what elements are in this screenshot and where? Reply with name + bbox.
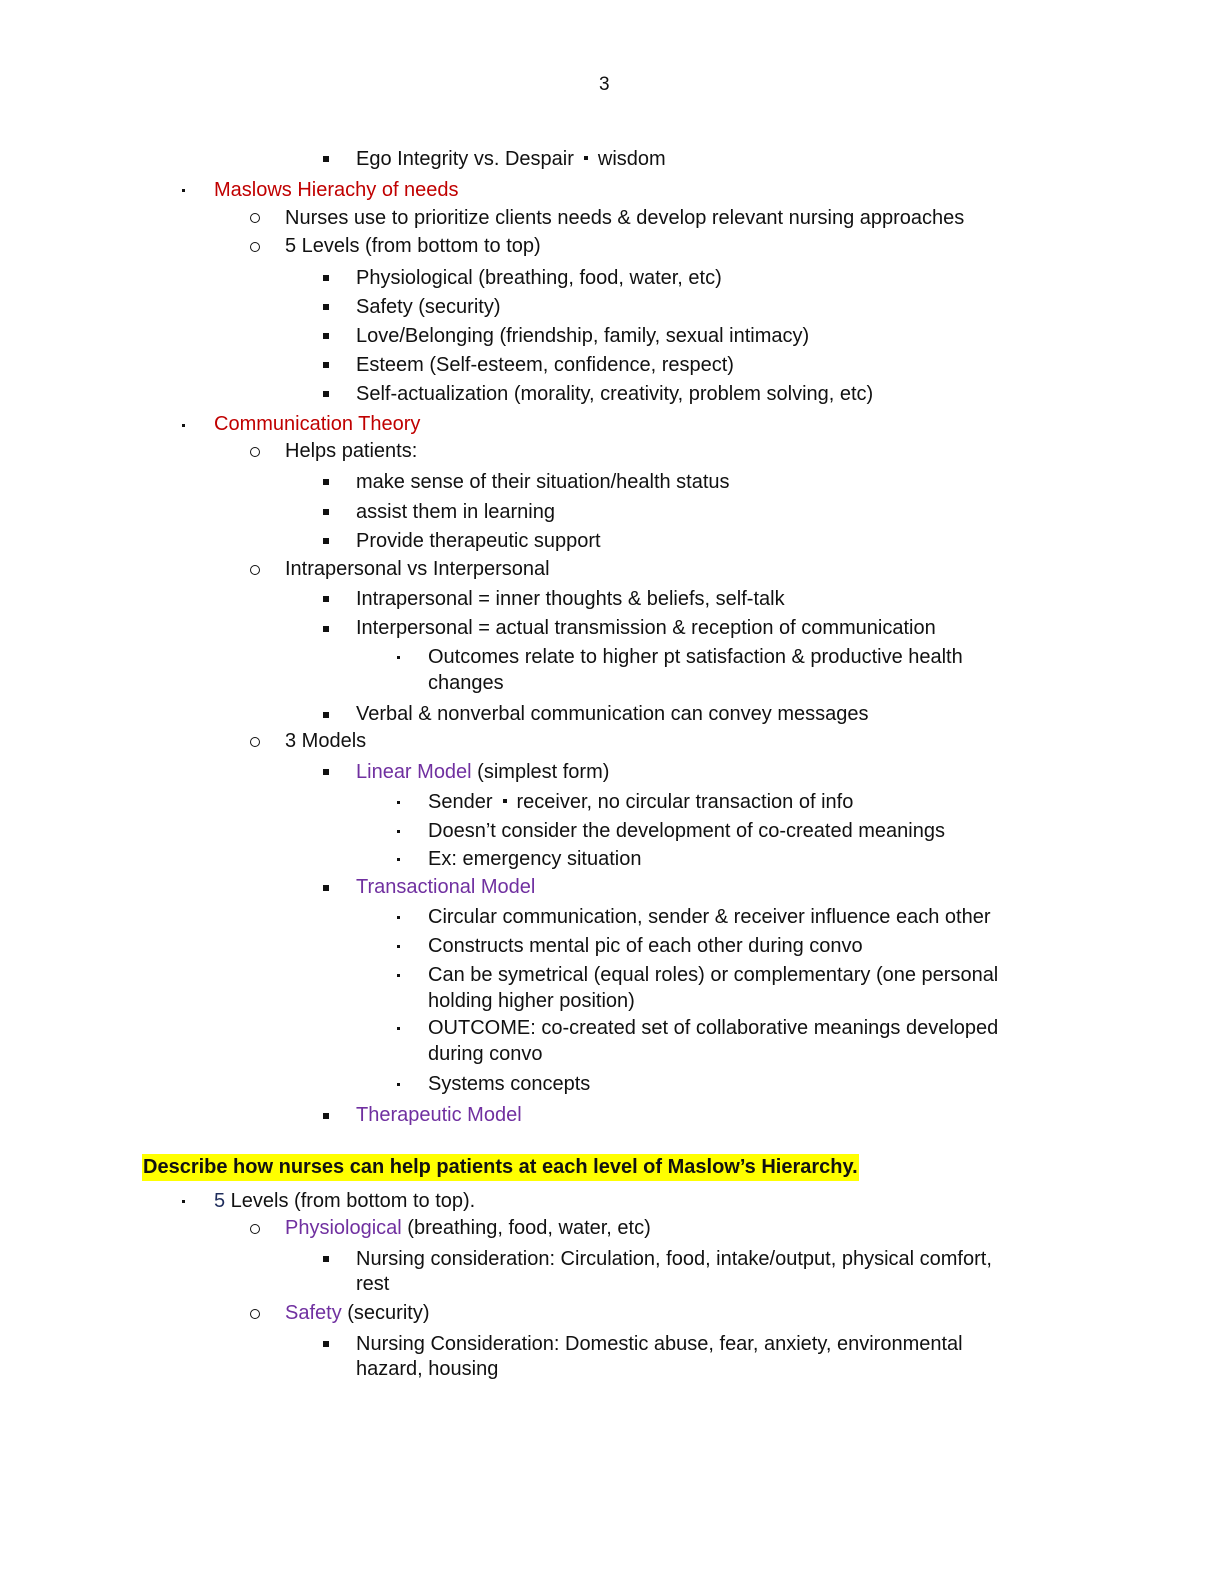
section-heading: Communication Theory (214, 413, 421, 435)
list-item: Can be symetrical (equal roles) or complementary (one personal (428, 964, 999, 986)
item-text: Sender (428, 791, 493, 813)
list-item (285, 1215, 651, 1241)
level-label: Physiological (285, 1217, 402, 1239)
list-item: Physiological (breathing, food, water, etc) (356, 267, 722, 289)
arrow-icon (584, 156, 588, 160)
bullet-icon (397, 830, 400, 833)
bullet-icon (397, 1083, 400, 1086)
square-bullet-icon (323, 626, 329, 632)
list-item: Interpersonal = actual transmission & reception of communication (356, 617, 936, 639)
bullet-icon (397, 656, 400, 659)
square-bullet-icon (323, 156, 329, 162)
section-heading: Maslows Hierachy of needs (214, 179, 459, 201)
list-item: 3 Models (285, 730, 367, 752)
bullet-icon (182, 1200, 185, 1203)
circle-bullet-icon (250, 1224, 260, 1234)
circle-bullet-icon (250, 1309, 260, 1319)
circle-bullet-icon (250, 737, 260, 747)
model-label: Therapeutic Model (356, 1104, 522, 1126)
circle-bullet-icon (250, 565, 260, 575)
circle-bullet-icon (250, 242, 260, 252)
bullet-icon (397, 858, 400, 861)
list-item: Outcomes relate to higher pt satisfaction & productive health (428, 646, 963, 668)
list-item (214, 1188, 475, 1214)
circle-bullet-icon (250, 213, 260, 223)
level-label: Safety (285, 1302, 342, 1324)
list-item: Provide therapeutic support (356, 530, 601, 552)
item-text: (security) (341, 1302, 430, 1324)
list-item: Nurses use to prioritize clients needs & develop relevant nursing approaches (285, 207, 965, 229)
square-bullet-icon (323, 885, 329, 891)
list-item (356, 759, 609, 785)
list-item: Intrapersonal = inner thoughts & beliefs, self-talk (356, 588, 785, 610)
bullet-icon (182, 424, 185, 427)
list-item: Love/Belonging (friendship, family, sexual intimacy) (356, 325, 810, 347)
list-item: Nursing Consideration: Domestic abuse, fear, anxiety, environmental (356, 1333, 963, 1355)
bullet-icon (182, 189, 185, 192)
list-item: Ex: emergency situation (428, 848, 642, 870)
item-text: 5 (214, 1190, 226, 1212)
square-bullet-icon (323, 479, 329, 485)
model-label: Linear Model (356, 761, 472, 783)
list-item-continuation: changes (428, 672, 504, 694)
list-item (356, 146, 666, 172)
list-item: Nursing consideration: Circulation, food, intake/output, physical comfort, (356, 1248, 992, 1270)
item-text: Ego Integrity vs. Despair (356, 148, 574, 170)
square-bullet-icon (323, 769, 329, 775)
page-number: 3 (599, 74, 610, 95)
list-item: make sense of their situation/health status (356, 471, 730, 493)
item-text: receiver, no circular transaction of info (516, 791, 854, 813)
square-bullet-icon (323, 712, 329, 718)
list-item: Helps patients: (285, 440, 418, 462)
square-bullet-icon (323, 333, 329, 339)
list-item (428, 789, 853, 815)
bullet-icon (397, 801, 400, 804)
list-item: Systems concepts (428, 1073, 591, 1095)
bullet-icon (397, 974, 400, 977)
list-item-continuation: holding higher position) (428, 990, 635, 1012)
list-item: Constructs mental pic of each other during convo (428, 935, 863, 957)
list-item: assist them in learning (356, 501, 555, 523)
list-item-continuation: hazard, housing (356, 1358, 499, 1380)
square-bullet-icon (323, 1256, 329, 1262)
square-bullet-icon (323, 275, 329, 281)
list-item: Doesn’t consider the development of co-created meanings (428, 820, 945, 842)
list-item: Safety (security) (356, 296, 501, 318)
square-bullet-icon (323, 596, 329, 602)
bullet-icon (397, 1027, 400, 1030)
list-item (285, 1300, 430, 1326)
circle-bullet-icon (250, 447, 260, 457)
item-text: wisdom (597, 148, 666, 170)
square-bullet-icon (323, 538, 329, 544)
list-item: Self-actualization (morality, creativity, problem solving, etc) (356, 383, 874, 405)
list-item: 5 Levels (from bottom to top) (285, 235, 541, 257)
list-item: Esteem (Self-esteem, confidence, respect) (356, 354, 734, 376)
item-text: Levels (from bottom to top). (225, 1190, 476, 1212)
list-item: Intrapersonal vs Interpersonal (285, 558, 550, 580)
highlighted-question: Describe how nurses can help patients at each level of Maslow’s Hierarchy. (142, 1154, 859, 1181)
item-text: (simplest form) (471, 761, 610, 783)
square-bullet-icon (323, 391, 329, 397)
model-label: Transactional Model (356, 876, 536, 898)
bullet-icon (397, 945, 400, 948)
list-item-continuation: during convo (428, 1043, 543, 1065)
arrow-icon (503, 799, 507, 803)
bullet-icon (397, 916, 400, 919)
item-text: (breathing, food, water, etc) (401, 1217, 651, 1239)
list-item: Verbal & nonverbal communication can convey messages (356, 703, 869, 725)
list-item-continuation: rest (356, 1273, 390, 1295)
square-bullet-icon (323, 1113, 329, 1119)
square-bullet-icon (323, 304, 329, 310)
list-item: Circular communication, sender & receiver influence each other (428, 906, 991, 928)
list-item: OUTCOME: co-created set of collaborative meanings developed (428, 1017, 999, 1039)
square-bullet-icon (323, 362, 329, 368)
square-bullet-icon (323, 1341, 329, 1347)
square-bullet-icon (323, 509, 329, 515)
